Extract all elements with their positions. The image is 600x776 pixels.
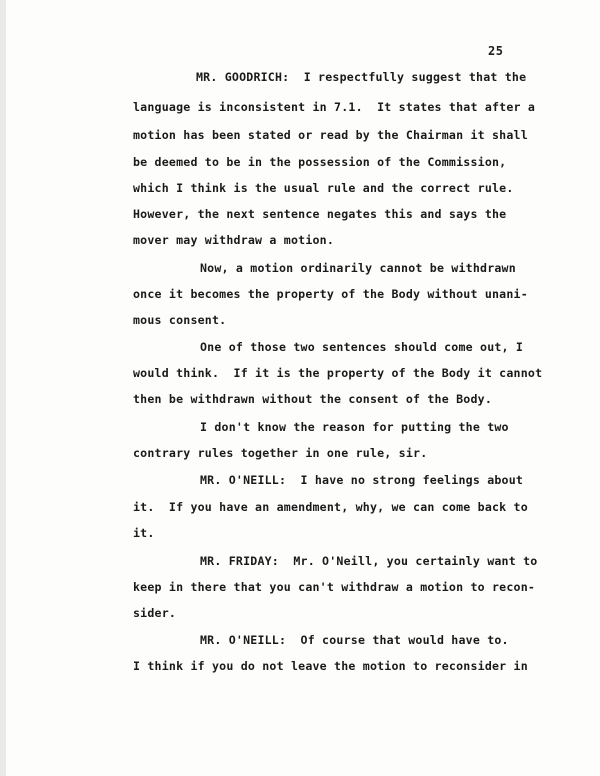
text-line: However, the next sentence negates this and says the: [133, 207, 507, 221]
text-line: MR. FRIDAY: Mr. O'Neill, you certainly want to: [200, 554, 538, 568]
text-line: mover may withdraw a motion.: [133, 233, 335, 247]
text-line: I don't know the reason for putting the two: [200, 420, 509, 434]
text-line: then be withdrawn without the consent of the Body.: [133, 392, 493, 406]
text-line: motion has been stated or read by the Chairman it shall: [133, 128, 528, 142]
text-line: keep in there that you can't withdraw a motion to recon-: [133, 580, 536, 594]
text-line: be deemed to be in the possession of the Commission,: [133, 155, 507, 169]
text-line: mous consent.: [133, 313, 227, 327]
text-line: MR. GOODRICH: I respectfully suggest that the: [196, 70, 527, 84]
text-line: Now, a motion ordinarily cannot be withdrawn: [200, 261, 516, 275]
text-line: language is inconsistent in 7.1. It states that after a: [133, 100, 536, 114]
text-line: it.: [133, 526, 155, 540]
text-line: contrary rules together in one rule, sir.: [133, 446, 428, 460]
text-line: sider.: [133, 606, 177, 620]
text-line: One of those two sentences should come out, I: [200, 340, 524, 354]
page-edge-shadow: [0, 0, 6, 776]
text-line: which I think is the usual rule and the correct rule.: [133, 181, 514, 195]
text-line: MR. O'NEILL: I have no strong feelings about: [200, 473, 524, 487]
text-line: it. If you have an amendment, why, we can come back to: [133, 500, 528, 514]
text-line: would think. If it is the property of the Body it cannot: [133, 366, 543, 380]
text-line: once it becomes the property of the Body without unani-: [133, 287, 528, 301]
text-line: I think if you do not leave the motion to reconsider in: [133, 659, 528, 673]
page-number: 25: [488, 44, 504, 58]
text-line: MR. O'NEILL: Of course that would have to.: [200, 633, 509, 647]
